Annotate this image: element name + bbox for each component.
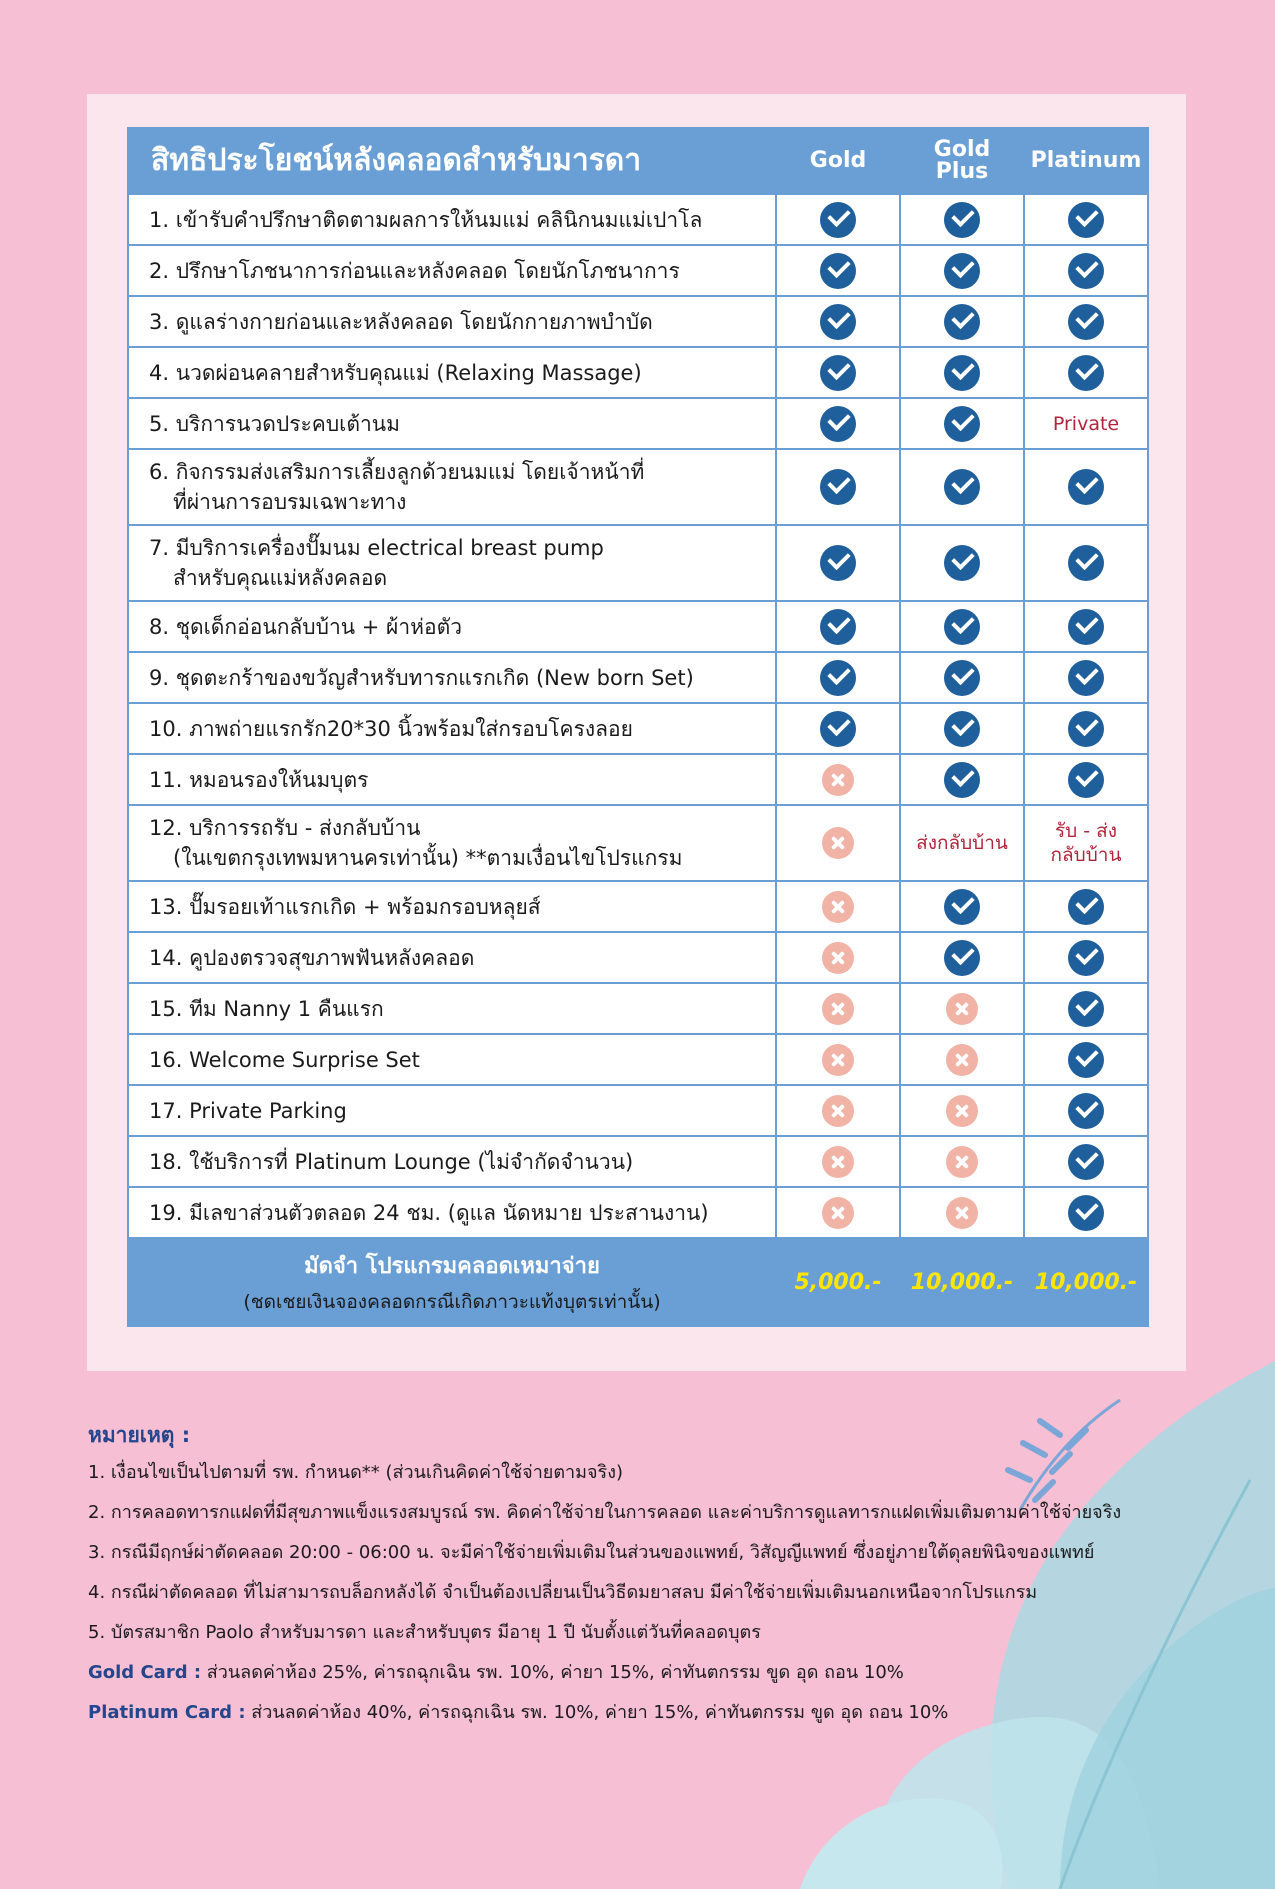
benefit-gold-cell: [776, 194, 900, 245]
platinum-card-label: Platinum Card :: [88, 1702, 246, 1723]
tier-platinum-header: Platinum: [1024, 128, 1148, 194]
benefit-label: [128, 805, 776, 881]
benefit-gold-cell: [776, 1085, 900, 1136]
check-icon: [1068, 1195, 1104, 1231]
check-icon: [944, 889, 980, 925]
benefit-gold-cell: [776, 601, 900, 652]
benefit-goldplus-cell: [900, 932, 1024, 983]
benefit-goldplus-cell: [900, 703, 1024, 754]
check-icon: [1068, 469, 1104, 505]
table-row: [128, 983, 1148, 1034]
benefit-platinum-cell: [1024, 347, 1148, 398]
table-row: [128, 652, 1148, 703]
benefit-label-text: 10. ภาพถ่ายแรกรัก20*30 นิ้วพร้อมใส่กรอบโครงลอย: [149, 716, 633, 741]
table-row: [128, 449, 1148, 525]
check-icon: [1068, 660, 1104, 696]
platinum-card-note: [88, 1693, 1208, 1733]
check-icon: [820, 355, 856, 391]
benefit-gold-cell: [776, 525, 900, 601]
benefit-note-text: ส่งกลับบ้าน: [916, 832, 1008, 854]
benefit-label-line2: ที่ผ่านการอบรมเฉพาะทาง: [173, 490, 407, 514]
cross-icon: [822, 891, 854, 923]
benefit-label-text: 14. คูปองตรวจสุขภาพฟันหลังคลอด: [149, 945, 475, 970]
gold-card-text: ส่วนลดค่าห้อง 25%, ค่ารถฉุกเฉิน รพ. 10%, ค่ายา 15%, ค่าทันตกรรม ขูด อุด ถอน 10%: [201, 1662, 904, 1683]
check-icon: [820, 253, 856, 289]
cross-icon: [946, 993, 978, 1025]
deposit-platinum: 10,000.-: [1024, 1238, 1148, 1326]
benefit-label-text: 5. บริการนวดประคบเต้านม: [149, 411, 400, 436]
cross-icon: [822, 1197, 854, 1229]
benefit-platinum-cell: [1024, 1187, 1148, 1238]
table-row: [128, 1034, 1148, 1085]
table-row: [128, 347, 1148, 398]
benefit-label-text: 11. หมอนรองให้นมบุตร: [149, 767, 369, 792]
benefit-label-text: 8. ชุดเด็กอ่อนกลับบ้าน + ผ้าห่อตัว: [149, 614, 463, 639]
check-icon: [944, 469, 980, 505]
check-icon: [944, 304, 980, 340]
benefit-platinum-cell: [1024, 449, 1148, 525]
note-item: 5. บัตรสมาชิก Paolo สำหรับมารดา และสำหรับบุตร มีอายุ 1 ปี นับตั้งแต่วันที่คลอดบุตร: [88, 1622, 761, 1643]
benefit-label: [128, 1136, 776, 1187]
benefit-label: [128, 525, 776, 601]
benefit-label: [128, 881, 776, 932]
table-title: สิทธิประโยชน์หลังคลอดสำหรับมารดา: [128, 128, 776, 194]
benefit-gold-cell: [776, 983, 900, 1034]
check-icon: [820, 609, 856, 645]
benefit-gold-cell: [776, 1187, 900, 1238]
check-icon: [944, 406, 980, 442]
check-icon: [1068, 711, 1104, 747]
benefit-goldplus-cell: [900, 601, 1024, 652]
check-icon: [820, 304, 856, 340]
benefit-label-text: 19. มีเลขาส่วนตัวตลอด 24 ชม. (ดูแล นัดหมาย ประสานงาน): [149, 1200, 709, 1225]
table-row: [128, 1136, 1148, 1187]
benefit-note-text: รับ - ส่ง: [1054, 820, 1118, 842]
benefit-platinum-cell: [1024, 932, 1148, 983]
deposit-gold: 5,000.-: [776, 1238, 900, 1326]
benefit-gold-cell: [776, 347, 900, 398]
benefit-platinum-cell: [1024, 805, 1148, 881]
benefit-gold-cell: [776, 932, 900, 983]
benefit-gold-cell: [776, 754, 900, 805]
benefit-label: [128, 245, 776, 296]
deposit-note: (ชดเชยเงินจองคลอดกรณีเกิดภาวะแท้งบุตรเท่านั้น): [243, 1290, 661, 1313]
benefit-goldplus-cell: [900, 296, 1024, 347]
check-icon: [944, 609, 980, 645]
table-row: [128, 1187, 1148, 1238]
note-item: 1. เงื่อนไขเป็นไปตามที่ รพ. กำหนด** (ส่วนเกินคิดค่าใช้จ่ายตามจริง): [88, 1462, 624, 1483]
benefit-goldplus-cell: [900, 1085, 1024, 1136]
benefit-goldplus-cell: [900, 449, 1024, 525]
benefit-gold-cell: [776, 296, 900, 347]
check-icon: [820, 202, 856, 238]
benefit-label: [128, 1085, 776, 1136]
table-row: [128, 1085, 1148, 1136]
check-icon: [1068, 609, 1104, 645]
table-row: [128, 398, 1148, 449]
benefit-gold-cell: [776, 1034, 900, 1085]
benefit-platinum-cell: [1024, 703, 1148, 754]
benefit-gold-cell: [776, 881, 900, 932]
check-icon: [944, 940, 980, 976]
check-icon: [944, 660, 980, 696]
benefit-goldplus-cell: [900, 347, 1024, 398]
check-icon: [820, 711, 856, 747]
check-icon: [820, 545, 856, 581]
cross-icon: [946, 1197, 978, 1229]
cross-icon: [822, 764, 854, 796]
check-icon: [820, 660, 856, 696]
check-icon: [1068, 202, 1104, 238]
benefit-goldplus-cell: [900, 1136, 1024, 1187]
check-icon: [1068, 762, 1104, 798]
check-icon: [820, 469, 856, 505]
benefit-gold-cell: [776, 703, 900, 754]
benefit-label: [128, 449, 776, 525]
table-row: [128, 245, 1148, 296]
benefit-goldplus-cell: [900, 525, 1024, 601]
check-icon: [1068, 991, 1104, 1027]
table-row: [128, 601, 1148, 652]
notes-section: [88, 1415, 1208, 1733]
benefit-platinum-cell: [1024, 245, 1148, 296]
check-icon: [944, 545, 980, 581]
cross-icon: [946, 1044, 978, 1076]
cross-icon: [822, 1146, 854, 1178]
benefit-label-line2: สำหรับคุณแม่หลังคลอด: [173, 566, 388, 590]
benefit-platinum-cell: [1024, 601, 1148, 652]
benefit-goldplus-cell: [900, 398, 1024, 449]
benefits-card: [87, 94, 1186, 1371]
gold-card-note: [88, 1653, 1208, 1693]
benefit-label-text: 9. ชุดตะกร้าของขวัญสำหรับทารกแรกเกิด (New born Set): [149, 665, 694, 690]
table-row: [128, 525, 1148, 601]
gold-card-label: Gold Card :: [88, 1662, 202, 1683]
benefit-label: [128, 754, 776, 805]
check-icon: [1068, 1093, 1104, 1129]
benefit-label-text: 6. กิจกรรมส่งเสริมการเลี้ยงลูกด้วยนมแม่ โดยเจ้าหน้าที่: [149, 460, 645, 484]
benefit-platinum-cell: [1024, 881, 1148, 932]
table-row: [128, 932, 1148, 983]
benefit-gold-cell: [776, 449, 900, 525]
benefit-label: [128, 703, 776, 754]
note-item: 3. กรณีมีฤกษ์ผ่าตัดคลอด 20:00 - 06:00 น. จะมีค่าใช้จ่ายเพิ่มเติมในส่วนของแพทย์, วิสัญญีแพทย์ ซึ่งอยู่ภายใต้ดุลยพินิจของแพทย์: [88, 1542, 1095, 1563]
benefit-goldplus-cell: [900, 652, 1024, 703]
benefit-label: [128, 601, 776, 652]
benefit-platinum-cell: [1024, 652, 1148, 703]
benefit-label: [128, 932, 776, 983]
benefit-label: [128, 347, 776, 398]
benefit-platinum-cell: [1024, 296, 1148, 347]
benefit-platinum-cell: [1024, 194, 1148, 245]
check-icon: [944, 202, 980, 238]
benefits-table: [127, 127, 1149, 1327]
benefit-label-text: 15. ทีม Nanny 1 คืนแรก: [149, 996, 384, 1021]
benefit-label-text: 18. ใช้บริการที่ Platinum Lounge (ไม่จำกัดจำนวน): [149, 1149, 634, 1174]
benefit-label-text: 13. ปั๊มรอยเท้าแรกเกิด + พร้อมกรอบหลุยส์: [149, 894, 541, 919]
benefit-goldplus-cell: [900, 1034, 1024, 1085]
cross-icon: [822, 1044, 854, 1076]
note-item: 4. กรณีผ่าตัดคลอด ที่ไม่สามารถบล็อกหลังได้ จำเป็นต้องเปลี่ยนเป็นวิธีดมยาสลบ มีค่าใช้จ่ายเพิ่มเติมนอกเหนือจากโปรแกรม: [88, 1582, 1038, 1603]
benefit-label: [128, 296, 776, 347]
cross-icon: [822, 827, 854, 859]
cross-icon: [822, 1095, 854, 1127]
benefit-label: [128, 983, 776, 1034]
benefit-label-text: 7. มีบริการเครื่องปั๊มนม electrical breast pump: [149, 536, 604, 560]
benefit-platinum-cell: [1024, 1085, 1148, 1136]
benefit-label: [128, 1187, 776, 1238]
benefit-goldplus-cell: [900, 754, 1024, 805]
check-icon: [1068, 1144, 1104, 1180]
benefit-label: [128, 1034, 776, 1085]
benefit-goldplus-cell: [900, 983, 1024, 1034]
check-icon: [944, 253, 980, 289]
table-row: [128, 754, 1148, 805]
deposit-title: มัดจำ โปรแกรมคลอดเหมาจ่าย: [304, 1253, 600, 1279]
check-icon: [1068, 940, 1104, 976]
table-row: [128, 881, 1148, 932]
note-item: 2. การคลอดทารกแฝดที่มีสุขภาพแข็งแรงสมบูรณ์ รพ. คิดค่าใช้จ่ายในการคลอด และค่าบริการดูแลทารกแฝดเพิ่มเติมตามค่าใช้จ่ายจริง: [88, 1502, 1122, 1523]
benefit-label-text: 3. ดูแลร่างกายก่อนและหลังคลอด โดยนักกายภาพบำบัด: [149, 309, 653, 334]
table-row: [128, 296, 1148, 347]
benefit-goldplus-cell: [900, 1187, 1024, 1238]
benefit-gold-cell: [776, 245, 900, 296]
check-icon: [1068, 304, 1104, 340]
benefit-platinum-cell: [1024, 754, 1148, 805]
benefit-gold-cell: [776, 398, 900, 449]
tier-gold-header: Gold: [776, 128, 900, 194]
check-icon: [1068, 545, 1104, 581]
check-icon: [1068, 253, 1104, 289]
benefit-goldplus-cell: [900, 805, 1024, 881]
check-icon: [944, 711, 980, 747]
check-icon: [944, 762, 980, 798]
benefit-goldplus-cell: [900, 245, 1024, 296]
check-icon: [1068, 1042, 1104, 1078]
check-icon: [1068, 889, 1104, 925]
cross-icon: [822, 942, 854, 974]
benefit-label-text: 1. เข้ารับคำปรึกษาติดตามผลการให้นมแม่ คลินิกนมแม่เปาโล: [149, 207, 703, 232]
tier-goldplus-header: Gold Plus: [900, 128, 1024, 194]
benefit-label: [128, 652, 776, 703]
cross-icon: [946, 1095, 978, 1127]
benefit-gold-cell: [776, 652, 900, 703]
benefit-platinum-cell: [1024, 525, 1148, 601]
table-row: [128, 703, 1148, 754]
check-icon: [1068, 355, 1104, 391]
benefit-platinum-cell: [1024, 1034, 1148, 1085]
table-header-row: [128, 128, 1148, 194]
check-icon: [820, 406, 856, 442]
check-icon: [944, 355, 980, 391]
benefit-note-text: Private: [1052, 412, 1120, 435]
benefit-goldplus-cell: [900, 881, 1024, 932]
table-row: [128, 194, 1148, 245]
benefit-label-text: 17. Private Parking: [149, 1098, 347, 1123]
benefit-label-text: 4. นวดผ่อนคลายสำหรับคุณแม่ (Relaxing Massage): [149, 360, 642, 385]
benefit-label-text: 12. บริการรถรับ - ส่งกลับบ้าน: [149, 816, 421, 840]
benefit-gold-cell: [776, 805, 900, 881]
benefit-label-line2: (ในเขตกรุงเทพมหานครเท่านั้น) **ตามเงื่อนไขโปรแกรม: [173, 846, 683, 870]
deposit-row: [128, 1238, 1148, 1326]
deposit-goldplus: 10,000.-: [900, 1238, 1024, 1326]
benefit-label: [128, 398, 776, 449]
benefit-platinum-cell: [1024, 983, 1148, 1034]
benefit-label-text: 2. ปรึกษาโภชนาการก่อนและหลังคลอด โดยนักโภชนาการ: [149, 258, 680, 283]
table-row: [128, 805, 1148, 881]
benefit-label-text: 16. Welcome Surprise Set: [149, 1047, 420, 1072]
benefit-platinum-cell: [1024, 1136, 1148, 1187]
benefit-platinum-cell: [1024, 398, 1148, 449]
benefit-gold-cell: [776, 1136, 900, 1187]
notes-heading: หมายเหตุ :: [88, 1423, 191, 1447]
benefit-goldplus-cell: [900, 194, 1024, 245]
platinum-card-text: ส่วนลดค่าห้อง 40%, ค่ารถฉุกเฉิน รพ. 10%, ค่ายา 15%, ค่าทันตกรรม ขูด อุด ถอน 10%: [245, 1702, 949, 1723]
cross-icon: [946, 1146, 978, 1178]
deposit-label: [128, 1238, 776, 1326]
benefit-label: [128, 194, 776, 245]
cross-icon: [822, 993, 854, 1025]
benefit-note-text-line2: กลับบ้าน: [1050, 844, 1122, 866]
